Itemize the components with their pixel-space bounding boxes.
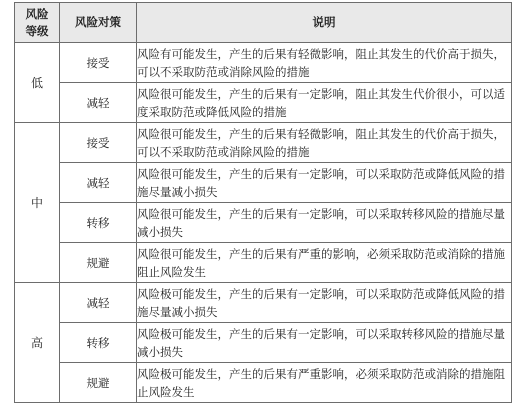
table-row [15, 283, 512, 323]
strategy-cell: 减轻 [60, 283, 137, 323]
description-cell: 风险很可能发生，产生的后果有轻微影响，阻止其发生的代价高于损失，可以不采取防范或消除风险的措施 [137, 123, 512, 163]
table-row [15, 243, 512, 283]
table-row [15, 163, 512, 203]
strategy-cell: 转移 [60, 323, 137, 363]
table-row [15, 203, 512, 243]
header-description: 说明 [137, 3, 512, 43]
table-row [15, 363, 512, 403]
header-risk-level: 风险 等级 [15, 3, 60, 43]
table-row [15, 123, 512, 163]
strategy-cell: 接受 [60, 123, 137, 163]
description-cell: 风险很可能发生，产生的后果有严重的影响，必须采取防范或消除的措施阻止风险发生 [137, 243, 512, 283]
description-cell: 风险极可能发生，产生的后果有一定影响，可以采取转移风险的措施尽量减小损失 [137, 323, 512, 363]
table-row [15, 323, 512, 363]
description-cell: 风险极可能发生，产生的后果有一定影响，可以采取防范或降低风险的措施尽量减小损失 [137, 283, 512, 323]
description-cell: 风险有可能发生，产生的后果有轻微影响，阻止其发生的代价高于损失，可以不采取防范或消除风险的措施 [137, 43, 512, 83]
table-row [15, 43, 512, 83]
description-cell: 风险极可能发生，产生的后果有严重影响，必须采取防范或消除的措施阻止风险发生 [137, 363, 512, 403]
description-cell: 风险很可能发生，产生的后果有一定影响，阻止其发生代价很小，可以适度采取防范或降低风险的措施 [137, 83, 512, 123]
header-row [15, 3, 512, 43]
level-cell-high: 高 [15, 283, 60, 403]
strategy-cell: 规避 [60, 243, 137, 283]
description-cell: 风险很可能发生，产生的后果有一定影响，可以采取防范或降低风险的措施尽量减小损失 [137, 163, 512, 203]
level-cell-medium: 中 [15, 123, 60, 283]
strategy-cell: 减轻 [60, 163, 137, 203]
risk-strategy-table [14, 2, 512, 403]
table-row [15, 83, 512, 123]
strategy-cell: 减轻 [60, 83, 137, 123]
level-cell-low: 低 [15, 43, 60, 123]
description-cell: 风险很可能发生，产生的后果有一定影响，可以采取转移风险的措施尽量减小损失 [137, 203, 512, 243]
strategy-cell: 接受 [60, 43, 137, 83]
strategy-cell: 规避 [60, 363, 137, 403]
header-risk-strategy: 风险对策 [60, 3, 137, 43]
strategy-cell: 转移 [60, 203, 137, 243]
